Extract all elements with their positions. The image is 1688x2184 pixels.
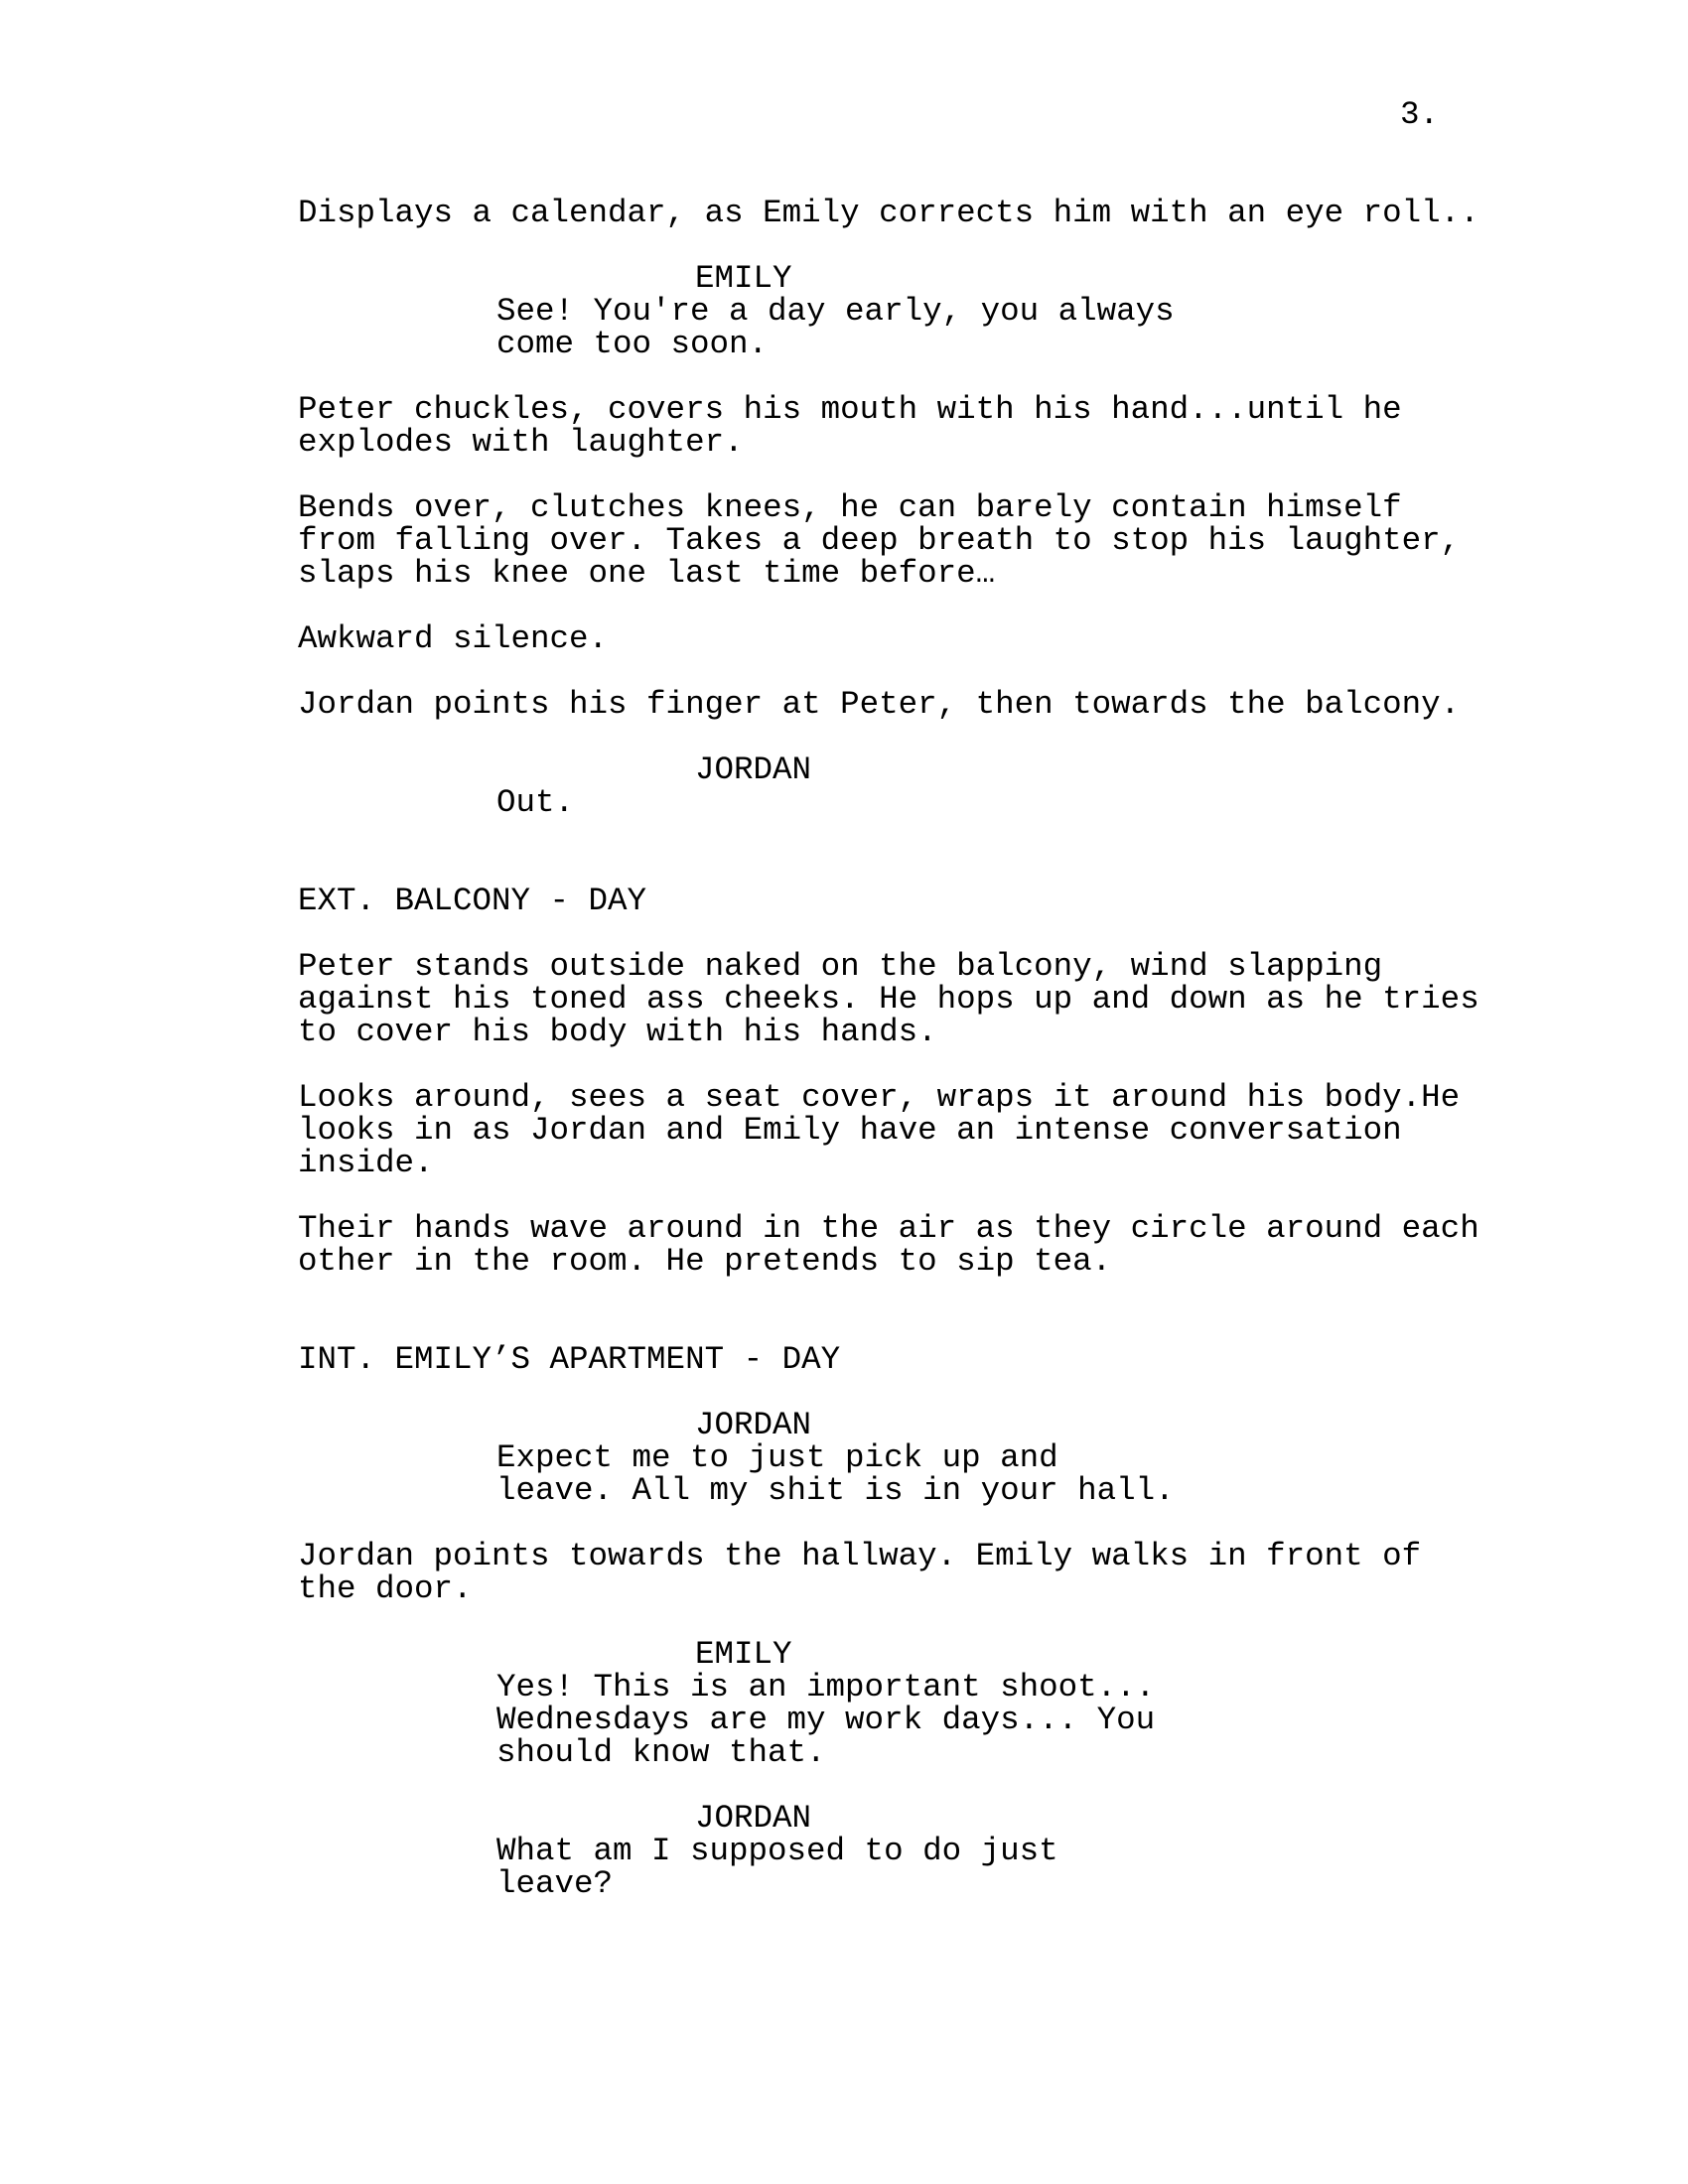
- action-line: Displays a calendar, as Emily corrects him with an eye roll..: [298, 195, 1479, 231]
- action-line: Awkward silence.: [298, 620, 609, 657]
- character-name: JORDAN: [695, 1800, 812, 1837]
- dialogue-line: What am I supposed to do just leave?: [496, 1833, 1058, 1902]
- action-line: Looks around, sees a seat cover, wraps it around his body.He looks in as Jordan and Emily have an intense conversation inside.: [298, 1079, 1461, 1181]
- scene-heading: INT. EMILY’S APARTMENT - DAY: [298, 1341, 841, 1378]
- dialogue-line: Expect me to just pick up and leave. All my shit is in your hall.: [496, 1439, 1175, 1509]
- character-name: JORDAN: [695, 751, 812, 788]
- action-line: Peter chuckles, covers his mouth with his hand...until he explodes with laughter.: [298, 391, 1402, 461]
- action-line: Bends over, clutches knees, he can barely contain himself from falling over. Takes a deep breath to stop his laughter, slaps his knee one last time before…: [298, 489, 1461, 592]
- page-number: 3.: [1400, 96, 1440, 133]
- action-line: Jordan points his finger at Peter, then towards the balcony.: [298, 686, 1461, 723]
- character-name: JORDAN: [695, 1407, 812, 1443]
- action-line: Their hands wave around in the air as they circle around each other in the room. He pretends to sip tea.: [298, 1210, 1479, 1280]
- scene-heading: EXT. BALCONY - DAY: [298, 883, 647, 919]
- action-line: Jordan points towards the hallway. Emily walks in front of the door.: [298, 1538, 1422, 1607]
- character-name: EMILY: [695, 260, 792, 297]
- action-line: Peter stands outside naked on the balcony, wind slapping against his toned ass cheeks. He hops up and down as he tries to cover his body with his hands.: [298, 948, 1479, 1050]
- character-name: EMILY: [695, 1636, 792, 1673]
- dialogue-line: Yes! This is an important shoot... Wednesdays are my work days... You should know that.: [496, 1669, 1156, 1771]
- dialogue-line: Out.: [496, 784, 575, 821]
- dialogue-line: See! You're a day early, you always come too soon.: [496, 293, 1175, 362]
- script-content: [298, 197, 1489, 1900]
